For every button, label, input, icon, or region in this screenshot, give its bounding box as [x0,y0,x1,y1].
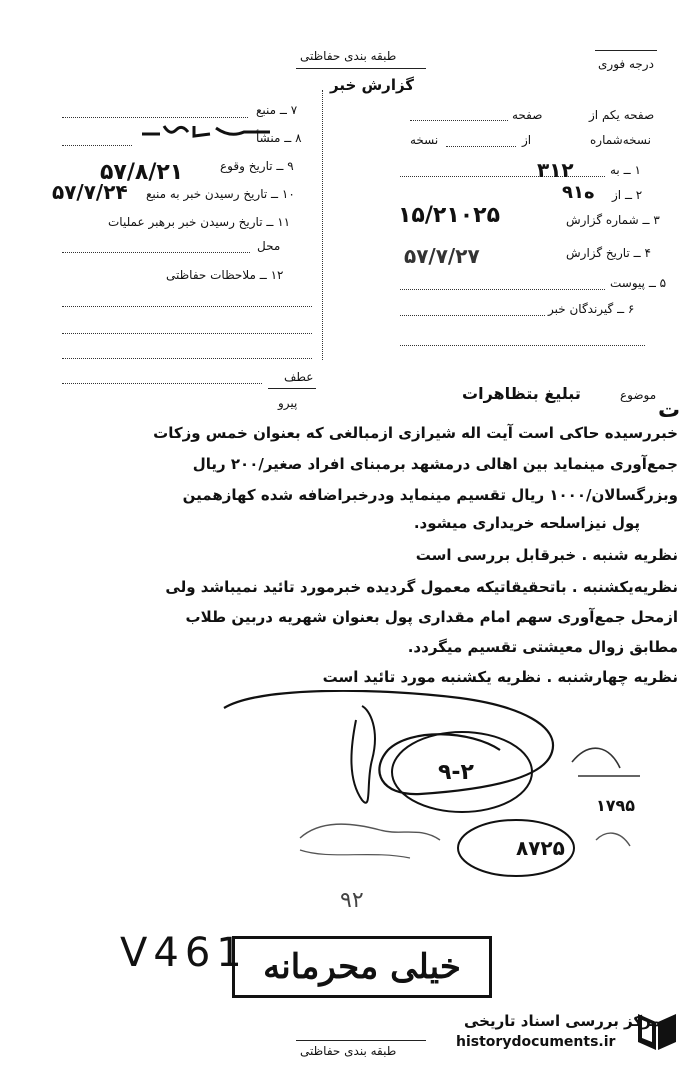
field-report-no: ۳ ــ شماره گزارش [566,213,660,227]
body-line-5: نظریه شنبه . خبرقابل بررسی است [415,546,678,564]
field-origin: ۸ ــ منشأ [256,131,302,145]
dotline-bottom-right [400,345,645,346]
right-margin-mark: ت [658,398,681,423]
body-line-7: ازمحل جمع‌آوری سهم امام مقداری پول بعنوان شهریه دربین طلاب [185,608,678,626]
bottom-number: ۹۲ [340,888,364,913]
report-date-value: ۵۷/۷/۲۷ [404,244,480,268]
field-arrival-date: ۱۰ ــ تاریخ رسیدن خبر به منبع [146,187,295,201]
watermark-url: historydocuments.ir [456,1034,616,1050]
atf-label: عطف [284,370,314,384]
subject-value: تبلیغ بتظاهرات [462,384,581,403]
dotline-bottom-left [62,383,262,384]
top-secret-stamp: خیلی محرمانه [232,936,492,998]
field-recipients: ۶ ــ گیرندگان خبر [548,302,635,316]
form-title: گزارش خبر [330,76,415,94]
field-copy-of: از [522,133,532,147]
dotline-to [400,176,605,177]
dotline-page [410,120,508,121]
field-occurrence-date: ۹ ــ تاریخ وقوع [220,159,294,173]
atf-rule [268,388,316,389]
field-security-notes: ۱۲ ــ ملاحظات حفاظتی [166,268,284,282]
column-divider [322,90,323,360]
from-value: ۹ه۱ [562,182,595,203]
subject-label: موضوع [620,388,657,402]
dotline-12b [62,333,312,334]
dotline-recipients [400,315,545,316]
dotline-attach [400,289,605,290]
dotline-copy [446,146,516,147]
field-source: ۷ ــ منبع [256,103,298,117]
dotline-12a [62,306,312,307]
dotline-8 [62,145,132,146]
circled-number-1: ۹-۲ [438,760,474,785]
field-from: ۲ ــ از [612,188,643,202]
body-line-9: نظریه چهارشنبه . نظریه یکشنبه مورد تائید است [322,668,678,686]
footer-rule [296,1040,426,1041]
dotline-place [62,252,250,253]
body-line-6: نظریه‌یکشنبه . باتحقیقاتیکه معمول گردیده خبرمورد تائید نمیباشد ولی [165,578,678,596]
body-line-2: جمع‌آوری مینماید بین اهالی درمشهد برمبنای افراد صغیر/۲۰۰ ریال [192,455,678,473]
body-line-8: مطابق زوال معیشتی تقسیم میگردد. [407,638,678,656]
body-line-1: خبررسیده حاکی است آیت اله شیرازی ازمبالغی که بعنوان خمس وزکات [153,424,678,442]
to-value: ۳۱۲ [537,158,574,182]
arrival-date-value: ۵۷/۷/۲۴ [52,180,128,204]
occurrence-date-value: ۵۷/۸/۲۱ [100,160,184,185]
field-leader-date: ۱۱ ــ تاریخ رسیدن خبر برهبر عملیات [108,215,291,229]
field-page: صفحه یکم از [589,108,655,122]
body-line-3: وبزرگسالان/۱۰۰۰ ریال تقسیم مینماید ودرخبراضافه شده کهازهمین [182,486,678,504]
piro-label: پیرو [278,396,298,410]
report-no-value: ۱۵/۲۱۰۲۵ [398,203,501,228]
field-copy-2: نسخه [410,133,439,147]
origin-scribble-icon [140,120,290,140]
big-handwritten-number: V461 [120,930,248,976]
dotline-7 [62,117,248,118]
body-line-4: پول نیزاسلحه خریداری میشود. [413,514,640,532]
urgency-label: درجه فوری [598,57,654,71]
margin-number: ۱۷۹۵ [596,796,636,815]
field-to: ۱ ــ به [610,163,641,177]
watermark-title: مرکز بررسی اسناد تاریخی [464,1012,661,1030]
circled-number-2: ۸۷۲۵ [516,836,565,860]
field-attachment: ۵ ــ پیوست [610,276,667,290]
field-page-of: صفحه [512,108,543,122]
origin-signature [140,120,290,146]
header-rule [296,68,426,69]
field-place: محل [257,239,281,253]
urgency-rule [595,50,657,51]
field-report-date: ۴ ــ تاریخ گزارش [566,246,651,260]
field-copy: نسخه‌شماره [590,133,651,147]
classification-bottom: طبقه بندی حفاظتی [300,1044,397,1058]
dotline-12c [62,358,312,359]
classification-top: طبقه بندی حفاظتی [300,49,397,63]
